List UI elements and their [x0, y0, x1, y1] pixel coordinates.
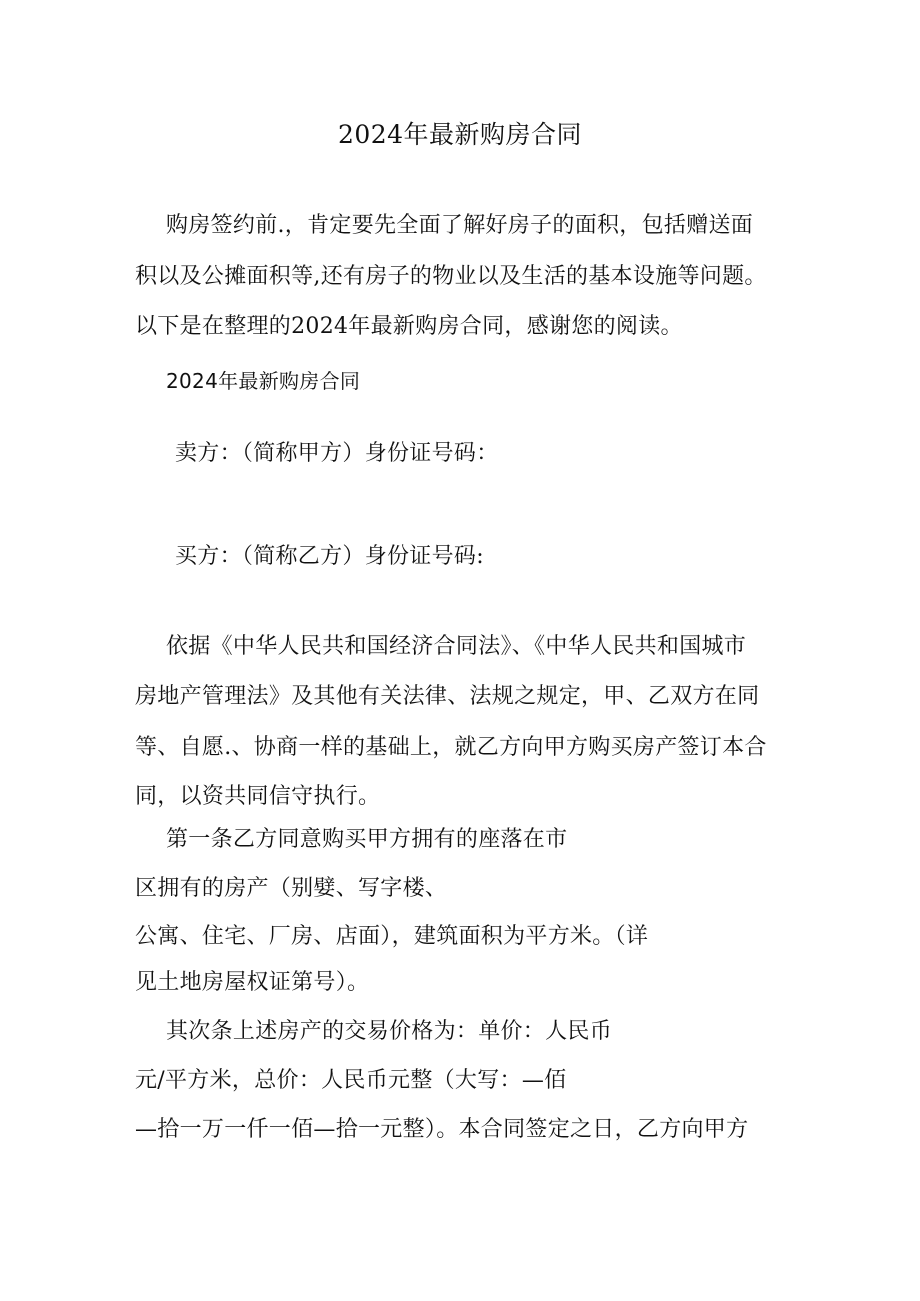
article-2-line-3: —拾一万一仟一佰—拾一元整）。本合同签定之日，乙方向甲方	[135, 1117, 749, 1142]
paragraph-intro-line-2: 积以及公摊面积等,还有房子的物业以及生活的基本设施等问题。	[135, 264, 767, 289]
basis-paragraph-line-4: 同，以资共同信守执行。	[135, 784, 381, 809]
paragraph-intro-line-3: 以下是在整理的2024年最新购房合同，感谢您的阅读。	[135, 314, 683, 339]
document-title: 2024年最新购房合同	[337, 120, 583, 149]
article-1-line-3: 公寓、住宅、厂房、店面），建筑面积为平方米。（详	[135, 924, 649, 949]
article-2-line-2: 元/平方米，总价：人民币元整（大写：—佰	[135, 1068, 567, 1093]
basis-paragraph-line-1: 依据《中华人民共和国经济合同法》、《中华人民共和国城市	[166, 634, 747, 659]
basis-paragraph-line-2: 房地产管理法》及其他有关法律、法规之规定，甲、乙双方在同	[135, 684, 760, 709]
seller-line: 卖方：（简称甲方）身份证号码：	[175, 441, 499, 466]
article-2-line-1: 其次条上述房产的交易价格为：单价：人民币	[166, 1019, 613, 1044]
contract-heading: 2024年最新购房合同	[166, 369, 361, 393]
article-1-line-4: 见土地房屋权证第号）。	[135, 970, 370, 995]
basis-paragraph-line-3: 等、自愿.、协商一样的基础上，就乙方向甲方购买房产签订本合	[135, 735, 767, 760]
paragraph-intro-line-1: 购房签约前.，肯定要先全面了解好房子的面积，包括赠送面	[166, 213, 754, 238]
buyer-line: 买方：（简称乙方）身份证号码:	[175, 544, 484, 569]
article-1-line-1: 第一条乙方同意购买甲方拥有的座落在市	[166, 827, 568, 852]
article-1-line-2: 区拥有的房产（别嬖、写字楼、	[135, 876, 448, 901]
